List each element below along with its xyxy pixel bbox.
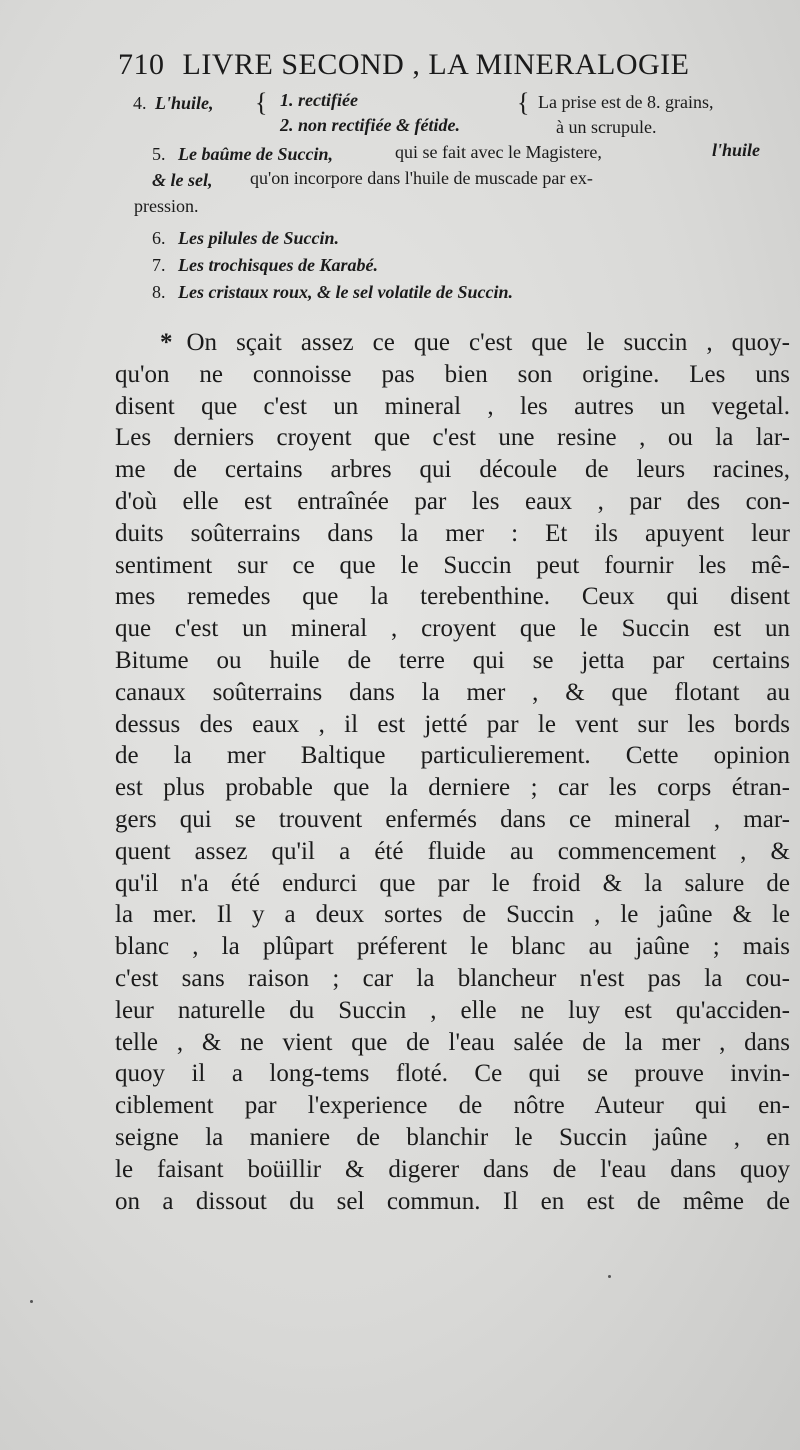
running-header — [118, 48, 718, 82]
body-line: c'est sans raison ; car la blancheur n'est pas la cou- — [115, 964, 790, 992]
body-line: telle , & ne vient que de l'eau salée de la mer , dans — [115, 1028, 790, 1056]
list-item-8-number: 8. — [152, 282, 166, 302]
list-item-7-number: 7. — [152, 255, 166, 275]
body-line: gers qui se trouvent enfermés dans ce mineral , mar- — [115, 805, 790, 833]
body-line: le faisant boüillir & digerer dans de l'eau dans quoy — [115, 1155, 790, 1183]
list-item-4-option-2: 2. non rectifiée & fétide. — [280, 115, 460, 135]
body-line: canaux soûterrains dans la mer , & que flotant au — [115, 678, 790, 706]
list-item-4-dose-2: à un scrupule. — [556, 117, 657, 137]
body-line: quent assez qu'il a été fluide au commencement , & — [115, 837, 790, 865]
body-line: est plus probable que la derniere ; car les corps étran- — [115, 774, 790, 802]
list-item-8-text: Les cristaux roux, & le sel volatile de Succin. — [178, 282, 513, 302]
body-line: ciblement par l'experience de nôtre Auteur qui en- — [115, 1092, 790, 1120]
list-item-5-name-2: & le sel, — [152, 170, 213, 190]
list-item-5-number: 5. — [152, 144, 166, 164]
body-line: blanc , la plûpart préferent le blanc au jaûne ; mais — [115, 933, 790, 961]
body-line-text: On sçait assez ce que c'est que le succin , quoy- — [186, 329, 790, 356]
list-item-7-text: Les trochisques de Karabé. — [178, 255, 378, 275]
body-line: qu'on ne connoisse pas bien son origine. Les uns — [115, 360, 790, 388]
list-item-6-number: 6. — [152, 228, 166, 248]
list-item-5-text-1-end: l'huile — [712, 140, 761, 160]
list-item-6-text: Les pilules de Succin. — [178, 228, 339, 248]
right-brace: { — [517, 88, 530, 117]
body-paragraph — [115, 327, 790, 1217]
body-line: on a dissout du sel commun. Il en est de même de — [115, 1187, 790, 1215]
paper-speck — [30, 1300, 33, 1303]
body-line: de la mer Baltique particulierement. Cette opinion — [115, 742, 790, 770]
running-title: LIVRE SECOND , LA MINERALOGIE — [182, 48, 690, 81]
list-item-5-text-3: pression. — [134, 196, 199, 216]
list-item-4-name: L'huile, — [155, 93, 214, 113]
asterisk-mark: * — [160, 329, 173, 356]
list-item-5-text-2: qu'on incorpore dans l'huile de muscade par ex- — [250, 168, 593, 188]
list-item-5-name: Le baûme de Succin, — [178, 144, 333, 164]
left-brace: { — [255, 88, 268, 117]
body-line: duits soûterrains dans la mer : Et ils apuyent leur — [115, 519, 790, 547]
body-line: disent que c'est un mineral , les autres un vegetal. — [115, 392, 790, 420]
body-line: Bitume ou huile de terre qui se jetta par certains — [115, 646, 790, 674]
body-line: quoy il a long-tems floté. Ce qui se prouve invin- — [115, 1060, 790, 1088]
body-line: la mer. Il y a deux sortes de Succin , le jaûne & le — [115, 901, 790, 929]
list-item-4-dose-1: La prise est de 8. grains, — [538, 92, 714, 112]
body-line: seigne la maniere de blanchir le Succin jaûne , en — [115, 1123, 790, 1151]
list-item-5-text-1: qui se fait avec le Magistere, — [395, 142, 602, 162]
page-number: 710 — [118, 48, 165, 81]
body-line: dessus des eaux , il est jetté par le vent sur les bords — [115, 710, 790, 738]
paper-speck — [608, 1275, 611, 1278]
list-item-4-option-1: 1. rectifiée — [280, 90, 358, 110]
body-line: me de certains arbres qui découle de leurs racines, — [115, 456, 790, 484]
body-line — [115, 327, 790, 359]
list-item-4-number: 4. — [133, 93, 147, 113]
body-line: sentiment sur ce que le Succin peut fournir les mê- — [115, 551, 790, 579]
body-line: que c'est un mineral , croyent que le Succin est un — [115, 615, 790, 643]
body-line: leur naturelle du Succin , elle ne luy est qu'acciden- — [115, 996, 790, 1024]
body-line: qu'il n'a été endurci que par le froid & la salure de — [115, 869, 790, 897]
body-line: Les derniers croyent que c'est une resine , ou la lar- — [115, 424, 790, 452]
body-line: mes remedes que la terebenthine. Ceux qui disent — [115, 583, 790, 611]
body-line: d'où elle est entraînée par les eaux , par des con- — [115, 487, 790, 515]
